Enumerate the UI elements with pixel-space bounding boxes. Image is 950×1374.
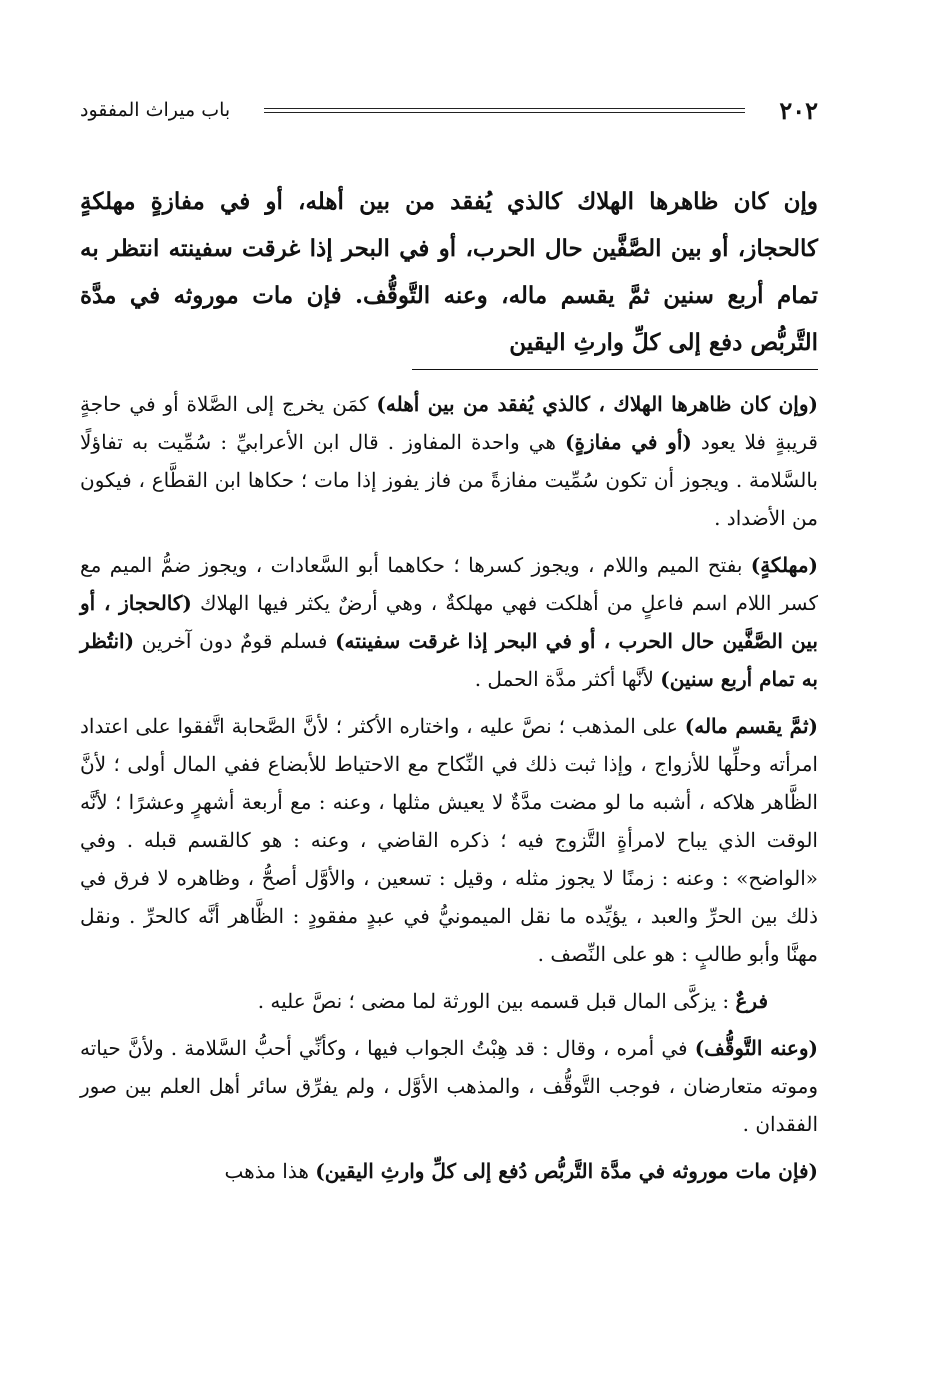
commentary-text: هذا مذهب (224, 1159, 316, 1183)
commentary-paragraph-1 (80, 385, 818, 537)
quoted-matn: (فإن مات موروثه في مدَّة التَّربُّص دُفع إلى كلِّ وارثِ اليقين) (315, 1159, 818, 1183)
quoted-matn: (انتُظر به تمام أربع سنين) (80, 629, 818, 691)
main-text: وإن كان ظاهرها الهلاك كالذي يُفقد من بين أهله، أو في مفازةٍ مهلكةٍ كالحجاز، أو بين الصَّفَّين حال الحرب، أو في البحر إذا غرقت سفينته انتظر به تمام أربع سنين ثمَّ يقسم ماله، وعنه التَّوقُّف. فإن مات موروثه في مدَّة التَّربُّص دفع إلى كلِّ وارثِ اليقين (80, 188, 818, 356)
quoted-matn: (وعنه التَّوقُّف) (694, 1036, 818, 1060)
commentary-paragraph-6 (80, 1152, 818, 1190)
commentary-text: كمَن يخرج إلى الصَّلاة أو في حاجةٍ قريبةٍ فلا يعود (80, 392, 818, 454)
quoted-matn: (كالحجاز ، أو بين الصَّفَّين حال الحرب ، أو في البحر إذا غرقت سفينته) (80, 591, 818, 653)
header-rule (264, 108, 745, 113)
main-text-divider (412, 369, 818, 370)
note-label: فرعٌ (735, 989, 768, 1013)
commentary-text: لأنَّها أكثر مدَّة الحمل . (474, 667, 661, 691)
commentary-text: بفتح الميم واللام ، ويجوز كسرها ؛ حكاهما أبو السَّعادات ، ويجوز ضمُّ الميم مع كسر اللام اسم فاعلٍ من أهلكت فهي مهلكةٌ ، وهي أرضٌ يكثر فيها الهلاك (80, 553, 818, 615)
commentary-text: في أمره ، وقال : قد هِبْتُ الجواب فيها ، وكأنِّي أحبُّ السَّلامة . ولأنَّ حياته وموته متعارضان ، فوجب التَّوقُّف ، والمذهب الأوَّل ، ولم يفرِّق سائر أهل العلم بين صور الفقدان . (80, 1036, 818, 1136)
quoted-matn: (أو في مفازةٍ) (565, 430, 692, 454)
commentary-text: على المذهب ؛ نصَّ عليه ، واختاره الأكثر ؛ لأنَّ الصَّحابة اتَّفقوا على اعتداد امرأته وحلِّها للأزواج ، وإذا ثبت ذلك في النِّكاح مع الاحتياط للأبضاع ففي المال أولى ؛ لأنَّ الظَّاهر هلاكه ، أشبه ما لو مضت مدَّةٌ لا يعيش مثلها ، وعنه : مع أربعة أشهرٍ وعشرًا ؛ لأنَّه الوقت الذي يباح لامرأةٍ التَّزوج فيه ؛ ذكره القاضي ، وعنه : هو كالقسم قبله . وفي «الواضح» : وعنه : زمنًا لا يجوز مثله ، وقيل : تسعين ، والأوَّل أصحُّ ، وظاهره لا فرق في ذلك بين الحرِّ والعبد ، يؤيِّده ما نقل الميمونيُّ في عبدٍ مفقودٍ : الظَّاهر أنَّه كالحرِّ . ونقل مهنَّا وأبو طالبٍ : هو على النِّصف . (80, 714, 819, 966)
commentary-text: : يزكَّى المال قبل قسمه بين الورثة لما مضى ؛ نصَّ عليه . (257, 989, 736, 1013)
page-header (80, 90, 818, 130)
chapter-title: باب ميراث المفقود (80, 99, 231, 121)
commentary-paragraph-3 (80, 707, 818, 973)
commentary-paragraph-2 (80, 546, 818, 698)
commentary-paragraph-4 (80, 982, 818, 1020)
quoted-matn: (مهلكةٍ) (750, 553, 818, 577)
commentary-text: هي واحدة المفاوز . قال ابن الأعرابيِّ : سُمِّيت به تفاؤلًا بالسَّلامة . ويجوز أن تكون سُمِّيت مفازةً من فاز يفوز إذا مات ؛ حكاها ابن القطَّاع ، فيكون من الأضداد . (80, 430, 818, 530)
commentary (80, 385, 818, 1199)
page-number: ٢٠٢ (779, 95, 818, 125)
quoted-matn: (ثمَّ يقسم ماله) (684, 714, 819, 738)
commentary-paragraph-5 (80, 1029, 818, 1143)
commentary-text: فسلم قومٌ دون آخرين (134, 629, 336, 653)
quoted-matn: (وإن كان ظاهرها الهلاك ، كالذي يُفقد من بين أهله) (376, 392, 818, 416)
